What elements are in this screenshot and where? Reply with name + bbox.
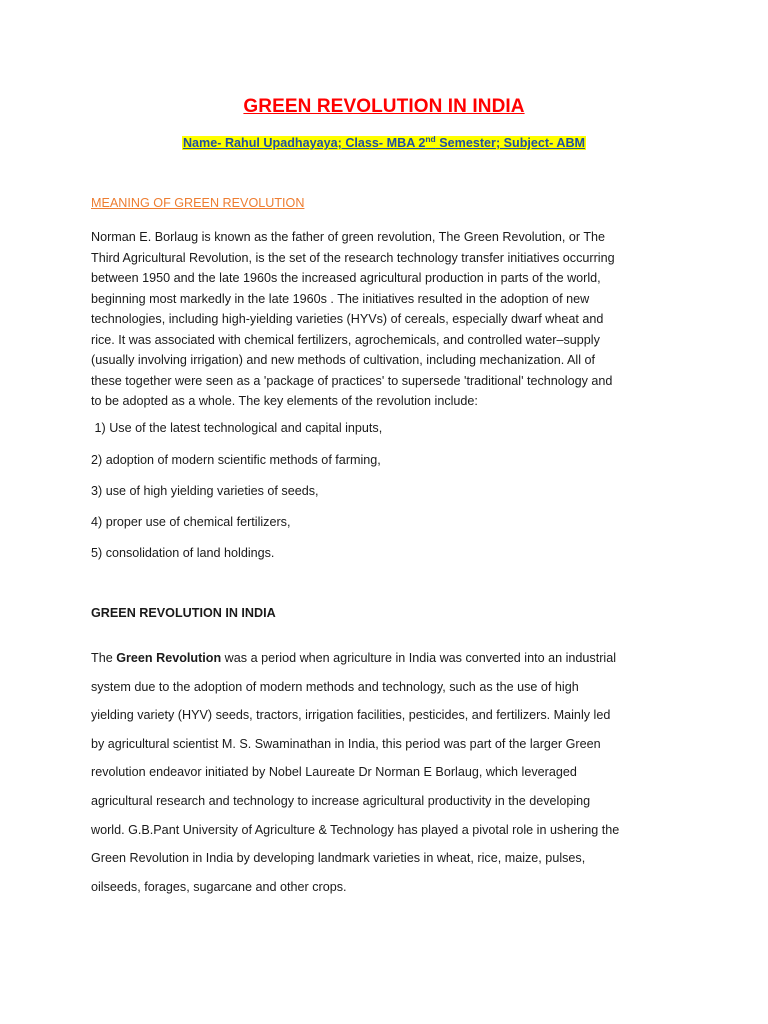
text-run: was a period when agriculture in India was converted into an industrial <box>221 651 616 665</box>
paragraph-line: rice. It was associated with chemical fertilizers, agrochemicals, and controlled water–supply <box>91 332 600 347</box>
paragraph-line: beginning most markedly in the late 1960s . The initiatives resulted in the adoption of new <box>91 291 590 306</box>
india-section-heading: GREEN REVOLUTION IN INDIA <box>91 606 276 620</box>
document-title: GREEN REVOLUTION IN INDIA <box>243 96 525 117</box>
paragraph-line: system due to the adoption of modern methods and technology, such as the use of high <box>91 679 579 694</box>
subtitle-highlight <box>182 136 586 150</box>
list-item: 3) use of high yielding varieties of seeds, <box>91 484 319 498</box>
paragraph-line: Third Agricultural Revolution, is the set of the research technology transfer initiatives occurring <box>91 250 615 265</box>
subtitle-text-rest: Semester; Subject- ABM <box>435 136 586 150</box>
paragraph-line: Green Revolution in India by developing landmark varieties in wheat, rice, maize, pulses, <box>91 851 586 866</box>
paragraph-line: oilseeds, forages, sugarcane and other crops. <box>91 879 347 894</box>
list-item: 5) consolidation of land holdings. <box>91 546 275 560</box>
subtitle-text-main: Name- Rahul Upadhayaya; Class- MBA 2 <box>182 136 426 150</box>
paragraph-line: revolution endeavor initiated by Nobel Laureate Dr Norman E Borlaug, which leveraged <box>91 765 577 780</box>
paragraph-line: (usually involving irrigation) and new methods of cultivation, including mechanization. All of <box>91 353 596 367</box>
paragraph-line <box>91 644 681 673</box>
list-item: 4) proper use of chemical fertilizers, <box>91 515 291 529</box>
india-paragraph <box>91 644 681 901</box>
paragraph-line: between 1950 and the late 1960s the increased agricultural production in parts of the world, <box>91 271 601 285</box>
paragraph-line: world. G.B.Pant University of Agriculture & Technology has played a pivotal role in ushering the <box>91 822 620 837</box>
text-run: The <box>91 651 117 665</box>
document-subtitle <box>0 135 768 152</box>
list-item: 1) Use of the latest technological and capital inputs, <box>91 421 383 435</box>
subtitle-superscript: nd <box>425 134 436 144</box>
list-item: 2) adoption of modern scientific methods of farming, <box>91 453 381 467</box>
bold-term: Green Revolution <box>116 651 222 665</box>
paragraph-line: Norman E. Borlaug is known as the father of green revolution, The Green Revolution, or The <box>91 230 606 244</box>
paragraph-line: technologies, including high-yielding varieties (HYVs) of cereals, especially dwarf wheat and <box>91 312 604 326</box>
paragraph-line: to be adopted as a whole. The key elements of the revolution include: <box>91 394 478 408</box>
meaning-section-heading: MEANING OF GREEN REVOLUTION <box>91 196 305 210</box>
paragraph-line: agricultural research and technology to increase agricultural productivity in the developing <box>91 793 591 808</box>
paragraph-line: these together were seen as a 'package of practices' to supersede 'traditional' technology and <box>91 373 613 388</box>
meaning-paragraph <box>91 227 676 412</box>
paragraph-line: yielding variety (HYV) seeds, tractors, irrigation facilities, pesticides, and fertilizers. Mainly led <box>91 708 611 723</box>
paragraph-line: by agricultural scientist M. S. Swaminathan in India, this period was part of the larger Green <box>91 736 601 751</box>
